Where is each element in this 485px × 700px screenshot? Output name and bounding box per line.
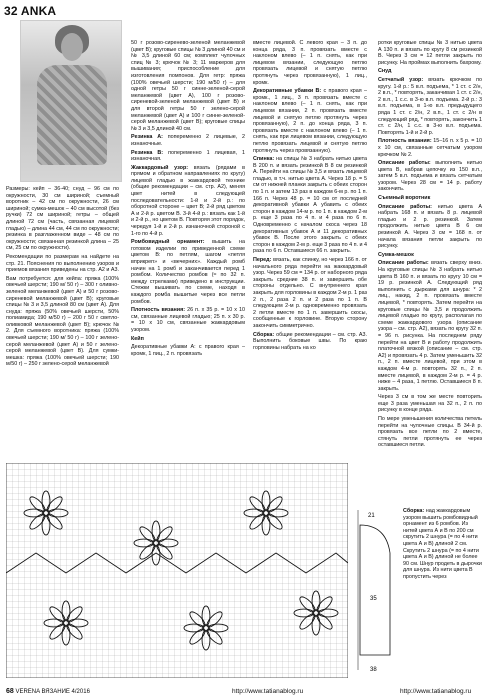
section-heading: Кейп xyxy=(131,335,144,342)
subheading: Спинка: xyxy=(253,156,275,163)
diagram-label-bottom: 38 xyxy=(370,667,377,673)
materials-continued: 50 г розово-сиренево-зеленой меланжевой (цвет В); круговые спицы № 3 длиной 40 см и № 3,5 длиной 60 см; комплект чулочных спиц № 3; крючок № 3; 11 маркеров для вышивания; приспособление для изготовления помпонов. Для гетр: пряжа (100% овечьей шерсти; 190 м/50 г) – для одной гетры 50 г синне-зеленой-серой меланжевой (цвет А), 100 г розово-сиреневой-зеленой меланжевой (цвет В) и для второй гетры 50 г зелено-серой меланжевой (цвет А) и 100 г синне-зеленой-серой меланжевой (цвет В); круговые спицы № 3 и 3,5 длиной 40 см. xyxy=(131,40,245,132)
model-photo xyxy=(20,20,122,182)
column-2: 50 г розово-сиренево-зеленой меланжевой (цвет В); круговые спицы № 3 длиной 40 см и № 3,5 длиной 60 см; комплект чулочных спиц № 3; крючок № 3; 11 маркеров для вышивания; приспособление для изготовления помпонов. Для гетр: пряжа (100% овечьей шерсти; 190 м/50 г) – для одной гетры 50 г синне-зеленой-серой меланжевой (цвет А), 100 г розово-сиреневой-зеленой меланжевой (цвет В) и для второй гетры 50 г зелено-серой меланжевой (цвет А) и 100 г синне-зеленой-серой меланжевой (цвет В); круговые спицы № 3 и 3,5 длиной 40 см. Резинка А: попеременно 2 лицевые, 2 изнаночные. Резинка В: попеременно 1 лицевая, 1 изнаночная. Жаккардовый узор: вязать (рядами в прямом и обратном направлениях по кругу) лицевой гладью в жаккардовой технике (общие рекомендации – см. стр. А2), меняя цвет нитей в следующей последовательности: 1-й и 2-й р.: по оборотной стороне – цвет В; 2-й ряд цветом А и 2-й р. цветом В. 3-й 4-й р.: вязать как 1-й и 2-й р., но цветом В. Повторяя этот порядок, чередуя 1-й и 2-й р. изнаночной стороной с 1-го по 4-й р. Ромбовидный орнамент: вышить на готовом изделии по приведенной схеме цветом В: по петлям, шагом «петля вприкреп» и «вечерних». Каждый ромб начин на 1 ромб и заканчивается перед 1 ромбом. Количество ромбов (≈ по 32 п. между стрелками) приведено в инструкции. Стежки вышивать по схеме, находя в каждого ромба вышитые через все петли ромбов. Плотность вязания: 26 п. х 35 р. = 10 х 10 см, связанные лицевой гладью; 25 п. х 30 р. = 10 х 10 см, связанные жаккардовым узором. Кейп Декоративные убавки А: с правого края – кромк, 1 пиц., 2 п. провязать xyxy=(131,40,246,357)
section-heading: Съемный воротник xyxy=(378,195,431,202)
subheading: Описание работы: xyxy=(378,203,432,210)
assembly-section: Сборка: над жаккардовым узором вышить ромбовидный орнамент из 6 ромбов. Из нитей цвета А и В по 200 см скрутить 2 шнура (= по 4 нити цвета А и В) длиной 2 см. Скрутить 2 шнура (= по 4 нити цвета А и В) длиной не более 90 см. Шнур продеть в дырочки для шнура. Из нити цвета В пропустить через xyxy=(403,508,482,580)
subheading: Перед: xyxy=(253,257,272,263)
section-heading: Сумка-мешок xyxy=(378,251,414,258)
subheading: Описание работы: xyxy=(378,160,431,167)
sizes-paragraph: Размеры: кейп – 36-40; снуд – 96 см по окружности, 30 см шириной; съемный воротник – 42 см по окружности, 26 см шириной; сумка-мешок – 40 см высотой (без ручки) 72 см шириной; гетры – общей длиной 72 см (часть, связанная лицевой гладью) – длина 44 см, 44 см по окружности; резинка в разглаженном виде – 48 см по окружности; связанная резинкой длина – 25 см, 25 см по окружности). xyxy=(6,186,119,252)
recommendations-paragraph: Рекомендации по размерам на найдете на стр. 21. Пояснения по выполнению узоров и приемов вязания приведены на стр. А2 и А3. xyxy=(6,253,120,274)
watermark-url: http://www.tatianablog.ru xyxy=(232,688,304,695)
page-title: 32 ANKA xyxy=(4,4,57,18)
subheading: Декоративные убавки В: xyxy=(253,88,322,95)
subheading: Резинка В: xyxy=(131,149,164,156)
materials-paragraph: Вам потребуется: для кейпа: пряжа (100% овечьей шерсти; 190 м/ 50 г) – 300 г оливно-зеленой меланжевой (цвет А) и 50 г розово-сиреневой меланжевой (цвет В); круговые спицы № 3 и 3,5 длиной 80 см (цвет А). Для снуда: пряжа (50% овечьей шерсти, 50% полиамида; 190 м/50 г) – 200 г 50 г светло-оливковой меланжевой (цвет В); крючок № 2. Для съемного воротника: пряжа (100% овечьей шерсти; 190 м/ 50 г) – 100 г зелено-серой меланжевой (цвет А) и 50 г зелено-серой меланжевой (цвет В). Для сумки-мешка: пряжа (100% овечьей шерсти; 190 м/50 г) – 250 г зелено-серой меланжевой xyxy=(6,275,119,368)
page-number: 68 xyxy=(6,688,14,695)
subheading: Плотность вязания: xyxy=(378,138,432,145)
subheading: Сборка: xyxy=(253,331,275,338)
subheading: Плотность вязания: xyxy=(131,307,186,314)
sleeve-diagram xyxy=(356,505,396,675)
column-1 xyxy=(6,186,119,370)
subheading: Сборка: xyxy=(403,508,425,514)
jacquard-chart xyxy=(6,463,348,678)
column-4: ротки круговые спицы № 3 нитью цвета А 130 п. и вязать по кругу 8 см резинкой В. Через 3 см = 12 петли закрыть по рисунку. На проймах выполнить бахрому. Снуд Сетчатый узор: вязать крючком по кругу. 1-й р.: 5 в.п. подъема, * 1 ст. с 2/н, 2 в.п., * повторять, заканчивая 1 ст. с 2/н, 2 в.п., 1 с.с. в 3-ю в.п. подъема. 2-й р.: 3 в.п. подъема, в 1-ю в.п. предыдущего ряда 1 ст. с 2/н, 2 в.п., 1 ст. с 2/н в следующий ряд, * повторять, закончить 1 ст. с 2/н, 1 с.с. в 3-ю в.п. подъема. Повторять 1-й и 2-й р. Плотность вязания: 15–16 п. х 5 р. = 10 х 10 см, связанные сетчатым узором крючком № 2. Описание работы: выполнить нитью цвета В, набрав цепочку из 150 в.п., затем 5 в.п. подъема и вязать сетчатым узором. Через 28 см = 14 р. работу закончить. Съемный воротник Описание работы: нитью цвета А набрать 168 п. и вязать 8 р. лицевой гладью и 2 р. резинкой. Затем продолжить нитью цвета В 6 см резинкой А. Через 3 см = 168 п. от начала вязания петли закрыть по рисунку. Сумка-мешок Описание работы: вязать сверху вниз. На круговые спицы № 3 набрать нитью цвета В 160 п. и вязать по кругу 10 см = 19 р. резинкой А. Следующий ряд выполнить с дырками для шнура: * 2 лиц., накид, 2 п. провязать вместе лицевой, * повторять. Затем перейти на круговые спицы № 3,5 и продолжить лицевой гладью по кругу, располагая по схеме жаккардового узора (описание узора – см. стр. А2), вязать по кругу 32 п. = 96 п. рисунка. На последнем ряду перейти на цвет В и работу продолжить платочной вязкой (описание – см. стр. А2) и провязать 4 р. Затем уменьшить 32 п., 2 п. вместе лицевой, при этом в каждом 4-м р. повторять 32 п., 2 п. вместе лицевой, в каждом 2-м р. = 4 р. ниже – 4 раза, 1 петлю. Оставшиеся 8 п. закрыть. Через 3 см в том же месте повторить еще 3 раза уменьшая на 32 п., 2 п. по рисунку в конце ряда. По мере уменьшения количества петель перейти на чулочные спицы. В 34-й р. провязать все петли по 2 вместе, стянуть петли протянуть ее через оставшиеся петли. xyxy=(378,40,483,449)
subheading: Сетчатый узор: xyxy=(378,76,424,83)
page-footer xyxy=(6,688,90,695)
diagram-label-top: 21 xyxy=(368,513,375,519)
diagram-label-mid: 35 xyxy=(370,596,377,602)
subheading: Описание работы: xyxy=(378,260,429,267)
section-heading: Снуд xyxy=(378,68,392,75)
subheading: Ромбовидный орнамент: xyxy=(131,239,205,246)
subheading: Резинка А: xyxy=(131,134,163,141)
watermark-url-2: http://www.tatianablog.ru xyxy=(400,688,472,695)
column-3: вместе лицевой. С левого края – 3 п. до конца ряда, 3 п. провязать вместе с наклоном влево (– 1 п. снять, как при лицевом вязании, следующую петлю провязать лицевой и снятую петлю протянуть через провязанную), 1 лиц., кромк. Декоративные убавки В: с правого края – кромк., 1 лиц., 3 п. провязать вместе с наклоном влево (– 1 п. снять, как при лицевом вязании, 2 п. провязать вместе лицевой и снятую петлю протянуть через провязанную), 2 п. до конца ряда, 3 п. провязать вместе с наклоном влево (– 1 п. снять, как при лицевом вязании, следующую петлю провязать лицевой и снятую петлю протянуть через провязанную). Спинка: на спицы № 3 набрать нитью цвета В 200 п. и вязать резинкой В 8 см резинкой А. Перейти на спицы № 3,5 и вязать лицевой гладью, в т.ч. нитью цвета А. Через 18 р. = 5 см от нижней планки закрыть с обеих сторон по 1 п. и затем 13 раз в каждом 6-м р. по 1 п. 166 п. Через 48 р. = 10 см от последней декоративной убавки А убавить с обеих сторон в каждом 14-м р. по 1 п. в каждом 2-м р. еще 3 раза по 4 п. и 4 раза по 6 п. Одновременно с началом скоса через 18 декоративных убавок А и 11 декоративных убавок В. После этого закрыть с обеих сторон в каждом 2-м р. еще 3 раза по 4 п. и 4 раза по 6 п. Оставшиеся 66 п. закрыть. Перед: вязать, как спинку, но через 166 п. от начального ряда перейти на жаккардовый узор. Через 59 см = 134 р. от наборного ряда закрыть средние 38 п. и завершить обе стороны отдельно. С внутреннего края закрыть для горловины в каждом 2-м р. 1 раз 2 п., 2 раза 2 п. и 2 раза по 1 п. В следующем 2-м р. одновременно провязать 2 петли вместе по 1 п. завершить скосы, сообщенные к горловине. Вторую сторону закончить симметрично. Сборка: общие рекомендации – см. стр. А3. Выполнить боковые швы. По краю горловины набрать на ко xyxy=(253,40,368,351)
subheading: Жаккардовый узор: xyxy=(131,164,189,171)
brand: VERENA ВЯЗАНИЕ 4/2016 xyxy=(15,689,90,695)
